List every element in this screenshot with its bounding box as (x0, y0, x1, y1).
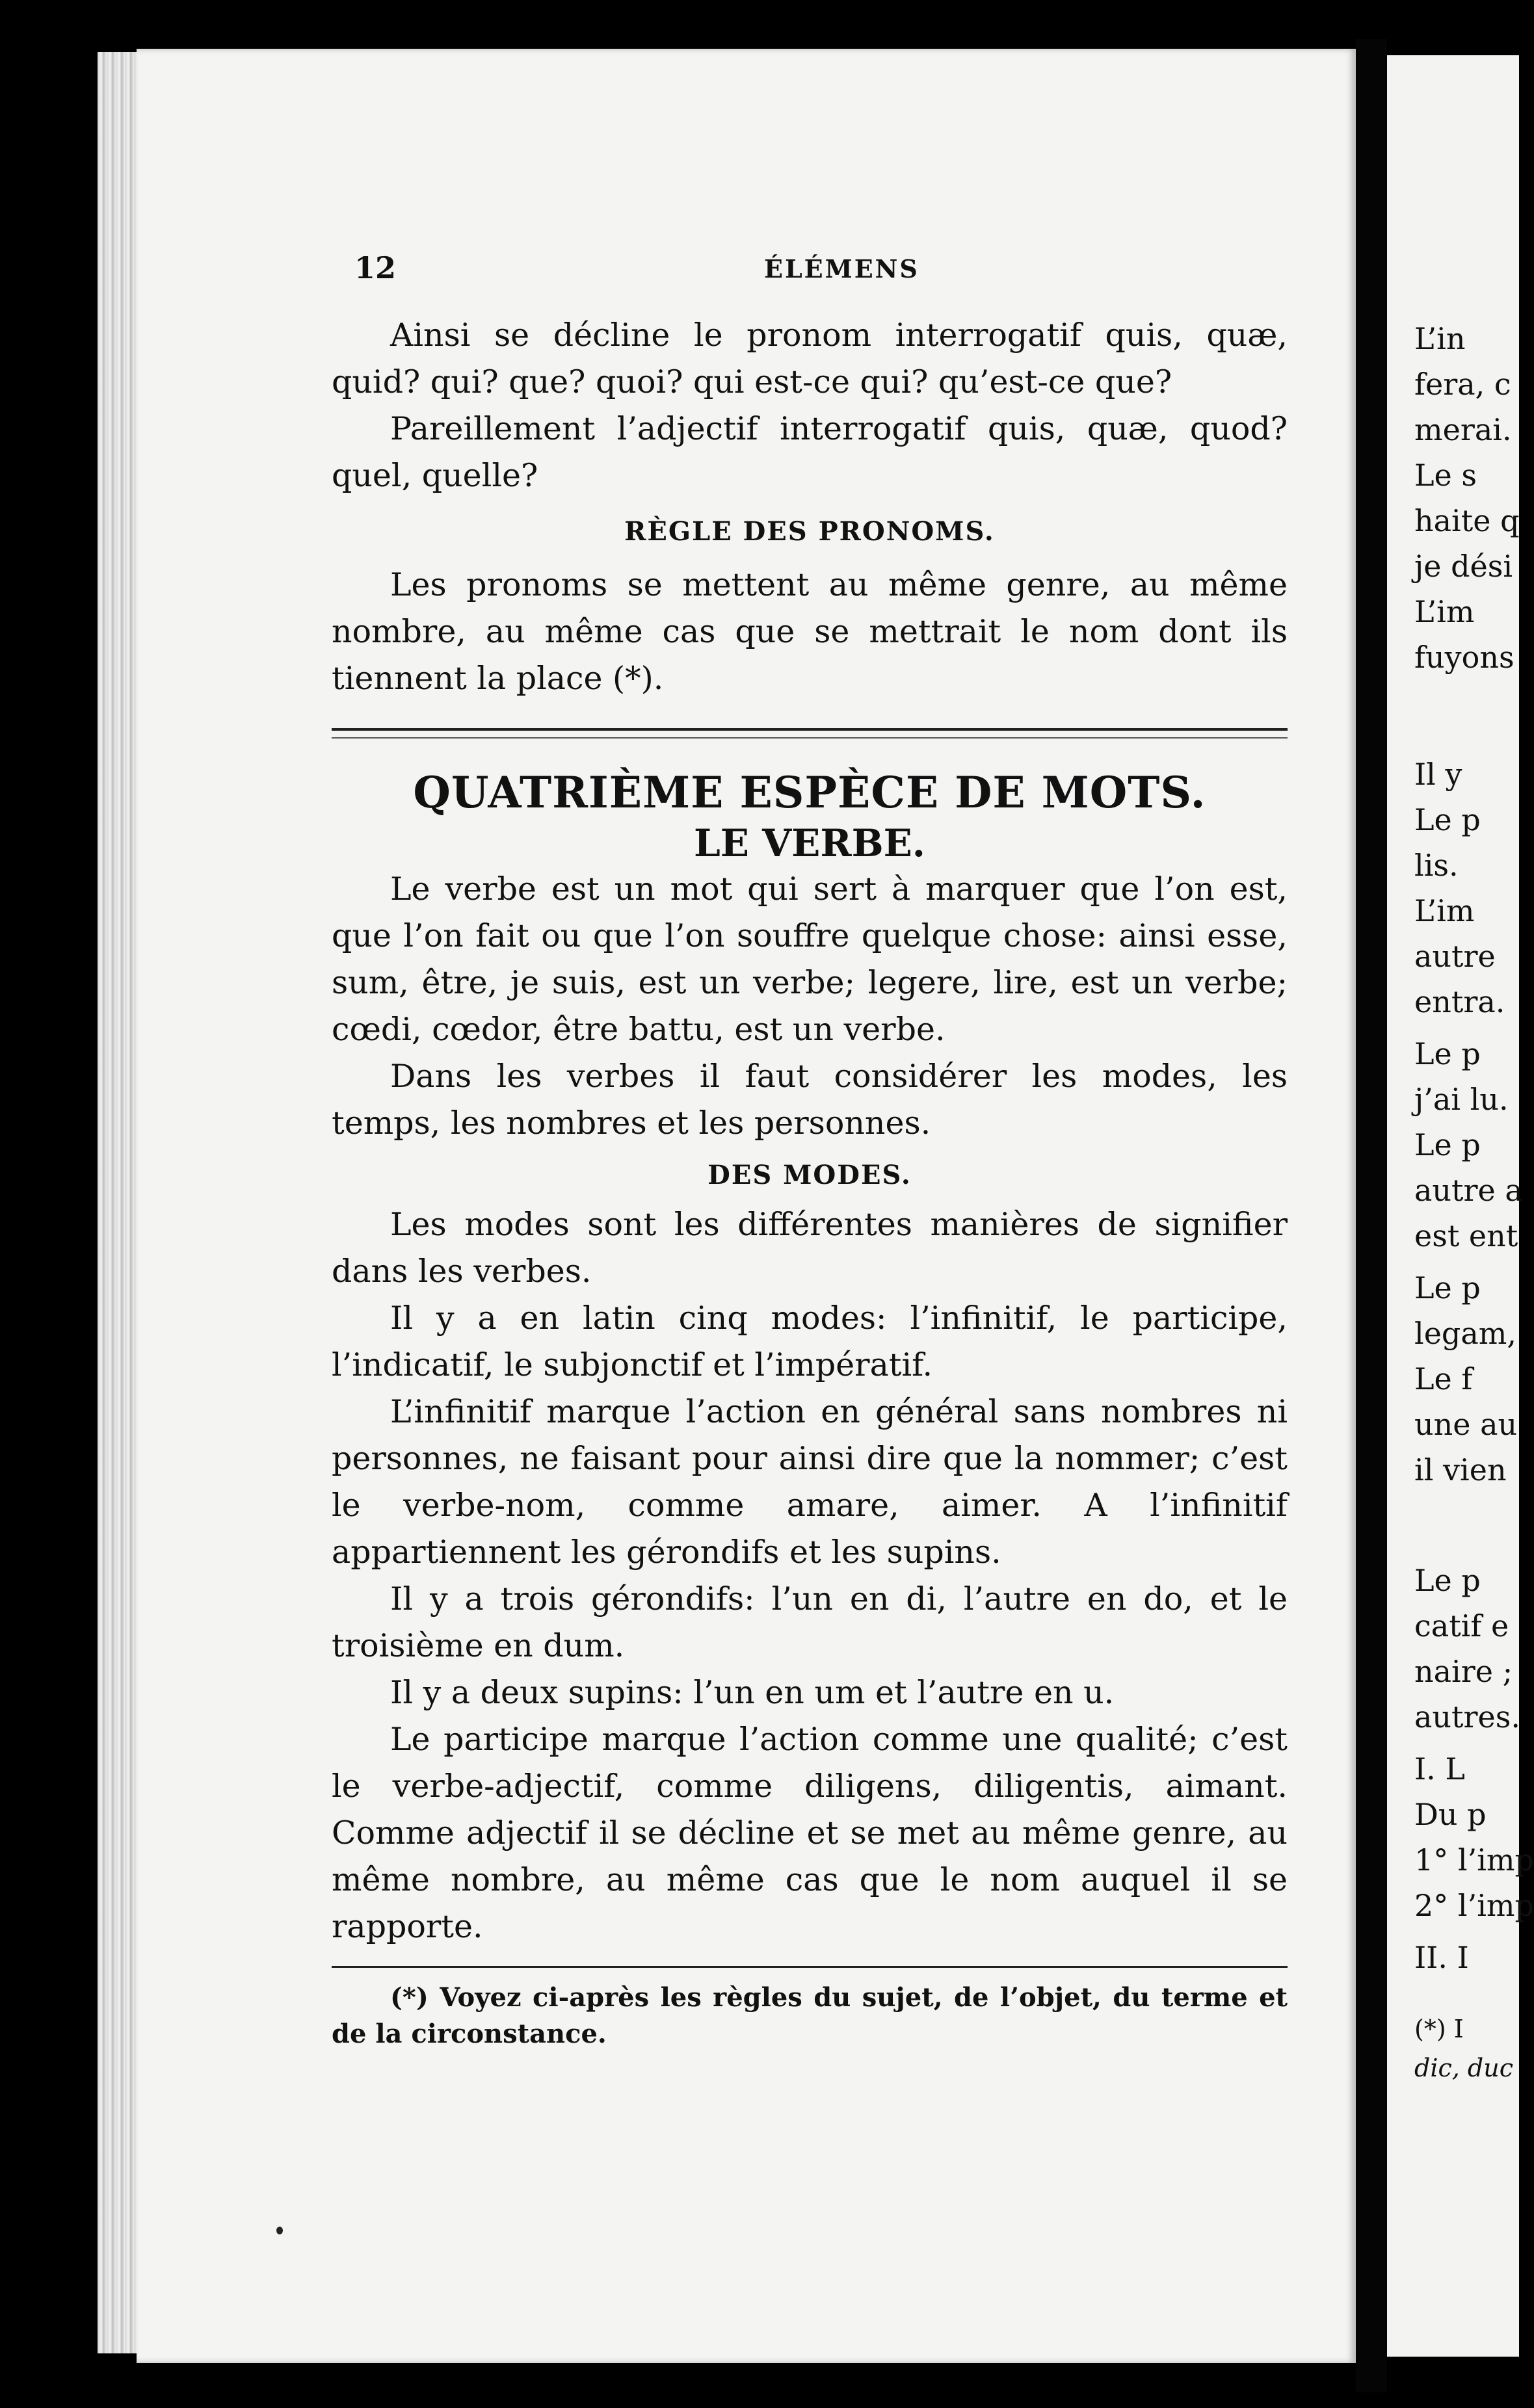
right-line: fera, c (1414, 367, 1511, 402)
page-header (354, 250, 1265, 289)
section-subtitle: LE VERBE. (693, 821, 925, 865)
right-line: L’im (1414, 594, 1475, 629)
right-line: I. L (1414, 1751, 1465, 1786)
right-line: II. I (1414, 1940, 1469, 1975)
footnote: (*) Voyez ci-après les règles du sujet, de l’objet, du terme et de la circonstance. (332, 1982, 1288, 2049)
right-line: haite q (1414, 503, 1520, 538)
right-line: autre (1414, 939, 1496, 974)
right-line: Il y (1414, 757, 1462, 792)
right-line: merai. (1414, 412, 1512, 447)
footnote-rule (332, 1966, 1288, 1968)
right-line: Le s (1414, 458, 1477, 493)
right-line: Le p (1414, 1036, 1481, 1071)
right-line: je dési (1414, 549, 1513, 584)
right-line: Du p (1414, 1797, 1487, 1832)
right-line: Le f (1414, 1361, 1473, 1396)
right-line: autre a (1414, 1173, 1523, 1208)
right-line: j’ai lu. (1414, 1082, 1509, 1117)
ink-spot (276, 2227, 283, 2234)
running-head: ÉLÉMENS (764, 254, 919, 283)
modes-heading: DES MODES. (707, 1160, 912, 1190)
right-line: Le p (1414, 1127, 1481, 1162)
right-line: est ent (1414, 1218, 1518, 1253)
right-line: dic, duc (1414, 2054, 1513, 2082)
section-divider (332, 728, 1288, 739)
right-line: Le p (1414, 802, 1481, 837)
right-line: Le p (1414, 1563, 1481, 1598)
right-line: naire ; (1414, 1654, 1513, 1689)
paragraph: Les pronoms se mettent au même genre, au même nombre, au même cas que se mettrait le nom dont ils tiennent la place (*). (332, 566, 1288, 697)
paragraph: Dans les verbes il faut considérer les modes, les temps, les nombres et les personnes. (332, 1058, 1288, 1142)
right-line: (*) I (1414, 2015, 1464, 2043)
main-text (332, 312, 1288, 2052)
right-line: une au (1414, 1407, 1518, 1442)
right-line: legam, (1414, 1316, 1517, 1351)
paragraph: Les modes sont les différentes manières de signifier dans les verbes. (332, 1206, 1288, 1290)
right-line: catif e (1414, 1608, 1509, 1643)
paragraph: Il y a en latin cinq modes: l’infinitif, le participe, l’indicatif, le subjonctif et l’impératif. (332, 1300, 1288, 1383)
right-line: L’im (1414, 893, 1475, 928)
paragraph: Il y a deux supins: l’un en um et l’autre en u. (390, 1674, 1115, 1711)
paragraph: Ainsi se décline le pronom interrogatif quis, quæ, quid? qui? que? quoi? qui est-ce qui? qu’est-ce que? (332, 317, 1288, 400)
right-line: fuyons (1414, 640, 1514, 675)
paragraph: Il y a trois gérondifs: l’un en di, l’autre en do, et le troisième en dum. (332, 1580, 1288, 1664)
right-line: autres. (1414, 1699, 1520, 1734)
right-line: lis. (1414, 848, 1459, 883)
right-line: Le p (1414, 1270, 1481, 1305)
paragraph: Le verbe est un mot qui sert à marquer que l’on est, que l’on fait ou que l’on souffre quelque chose: ainsi esse, sum, être, je suis, est un verbe; legere, lire, est un verbe; cœdi, cœdor, être battu, est un verbe. (332, 870, 1288, 1048)
rule-heading: RÈGLE DES PRONOMS. (624, 516, 995, 547)
right-line: entra. (1414, 984, 1505, 1019)
right-line: 1° l’imp (1414, 1842, 1534, 1878)
section-title: QUATRIÈME ESPÈCE DE MOTS. (413, 767, 1206, 818)
paragraph: Le participe marque l’action comme une qualité; c’est le verbe-adjectif, comme diligens, diligentis, aimant. Comme adjectif il se décline et se met au même genre, au même nombre, au même cas que le nom auquel il se rapporte. (332, 1721, 1288, 1945)
book-gutter (1356, 39, 1387, 2392)
right-line: L’in (1414, 321, 1466, 356)
paragraph: Pareillement l’adjectif interrogatif quis, quæ, quod? quel, quelle? (332, 410, 1288, 494)
right-line: 2° l’imp (1414, 1888, 1534, 1923)
right-line: il vien (1414, 1452, 1507, 1487)
paragraph: L’infinitif marque l’action en général sans nombres ni personnes, ne faisant pour ainsi dire que la nommer; c’est le verbe-nom, comme amare, aimer. A l’infinitif appartiennent les gérondifs et les supins. (332, 1393, 1288, 1571)
page-number: 12 (354, 250, 397, 285)
